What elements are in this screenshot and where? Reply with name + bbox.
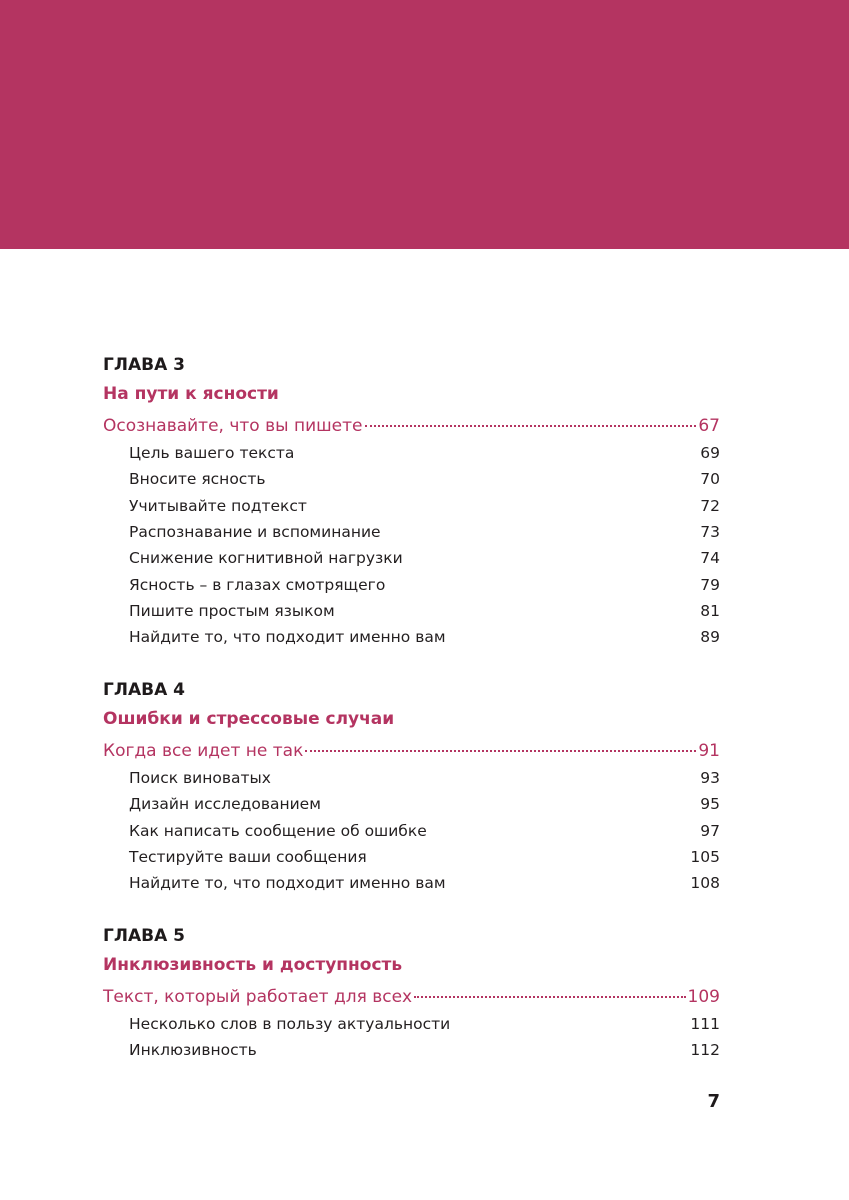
toc-main-entry-text: Когда все идет не так — [103, 741, 304, 761]
toc-sub-entry[interactable] — [129, 598, 720, 624]
toc-sub-entry-page: 72 — [700, 496, 720, 515]
toc-sub-entry[interactable] — [129, 571, 720, 597]
toc-sub-list — [129, 1011, 720, 1064]
toc-sub-entry-text: Вносите ясность — [129, 470, 266, 489]
toc-sub-entry-text: Дизайн исследованием — [129, 795, 321, 814]
toc-sub-entry-text: Ясность – в глазах смотрящего — [129, 575, 386, 594]
dot-leader — [305, 750, 696, 752]
toc-sub-entry-page: 69 — [700, 444, 720, 463]
toc-sub-entry[interactable] — [129, 870, 720, 896]
toc-sub-entry-text: Несколько слов в пользу актуальности — [129, 1015, 451, 1034]
toc-sub-entry-page: 95 — [700, 795, 720, 814]
toc-sub-entry[interactable] — [129, 818, 720, 844]
toc-sub-entry[interactable] — [129, 519, 720, 545]
toc-sub-entry-page: 74 — [700, 549, 720, 568]
toc-sub-entry[interactable] — [129, 493, 720, 519]
toc-main-entry-text: Текст, который работает для всех — [103, 987, 413, 1007]
chapter-label: ГЛАВА 5 — [103, 926, 185, 946]
toc-sub-entry-page: 97 — [700, 821, 720, 840]
toc-sub-entry-page: 70 — [700, 470, 720, 489]
toc-sub-entry-page: 79 — [700, 575, 720, 594]
toc-sub-entry-text: Пишите простым языком — [129, 601, 335, 620]
toc-sub-entry-text: Тестируйте ваши сообщения — [129, 848, 367, 867]
toc-sub-entry[interactable] — [129, 791, 720, 817]
toc-sub-entry-page: 93 — [700, 769, 720, 788]
toc-main-entry[interactable] — [103, 414, 720, 438]
toc-sub-entry-page: 111 — [690, 1015, 720, 1034]
dot-leader — [414, 996, 685, 998]
toc-sub-entry[interactable] — [129, 624, 720, 650]
toc-sub-entry-text: Инклюзивность — [129, 1041, 257, 1060]
toc-sub-entry-text: Цель вашего текста — [129, 444, 295, 463]
chapter-title: Инклюзивность и доступность — [103, 955, 403, 975]
toc-sub-list — [129, 440, 720, 650]
chapter-title: На пути к ясности — [103, 384, 279, 404]
toc-sub-entry-page: 112 — [690, 1041, 720, 1060]
toc-sub-entry-text: Снижение когнитивной нагрузки — [129, 549, 403, 568]
toc-sub-entry-text: Как написать сообщение об ошибке — [129, 821, 427, 840]
toc-sub-list — [129, 765, 720, 896]
toc-main-entry-page: 91 — [698, 741, 720, 761]
dot-leader — [365, 425, 697, 427]
toc-sub-entry-page: 105 — [690, 848, 720, 867]
chapter-label: ГЛАВА 3 — [103, 355, 185, 375]
toc-main-entry[interactable] — [103, 985, 720, 1009]
toc-main-entry[interactable] — [103, 739, 720, 763]
toc-sub-entry[interactable] — [129, 844, 720, 870]
toc-sub-entry[interactable] — [129, 1011, 720, 1037]
toc-main-entry-page: 67 — [698, 416, 720, 436]
toc-sub-entry-text: Найдите то, что подходит именно вам — [129, 628, 446, 647]
chapter-title: Ошибки и стрессовые случаи — [103, 709, 395, 729]
toc-sub-entry-text: Распознавание и вспоминание — [129, 523, 381, 542]
toc-main-entry-text: Осознавайте, что вы пишете — [103, 416, 363, 436]
toc-sub-entry[interactable] — [129, 1037, 720, 1063]
header-color-band — [0, 0, 849, 249]
toc-sub-entry-text: Найдите то, что подходит именно вам — [129, 874, 446, 893]
toc-sub-entry-text: Учитывайте подтекст — [129, 496, 307, 515]
page-number: 7 — [707, 1091, 720, 1112]
toc-sub-entry-page: 73 — [700, 523, 720, 542]
toc-sub-entry-text: Поиск виноватых — [129, 769, 271, 788]
toc-main-entry-page: 109 — [687, 987, 720, 1007]
toc-sub-entry[interactable] — [129, 545, 720, 571]
toc-sub-entry[interactable] — [129, 440, 720, 466]
chapter-label: ГЛАВА 4 — [103, 680, 185, 700]
toc-sub-entry-page: 108 — [690, 874, 720, 893]
toc-sub-entry-page: 81 — [700, 601, 720, 620]
toc-sub-entry[interactable] — [129, 466, 720, 492]
toc-sub-entry-page: 89 — [700, 628, 720, 647]
toc-sub-entry[interactable] — [129, 765, 720, 791]
